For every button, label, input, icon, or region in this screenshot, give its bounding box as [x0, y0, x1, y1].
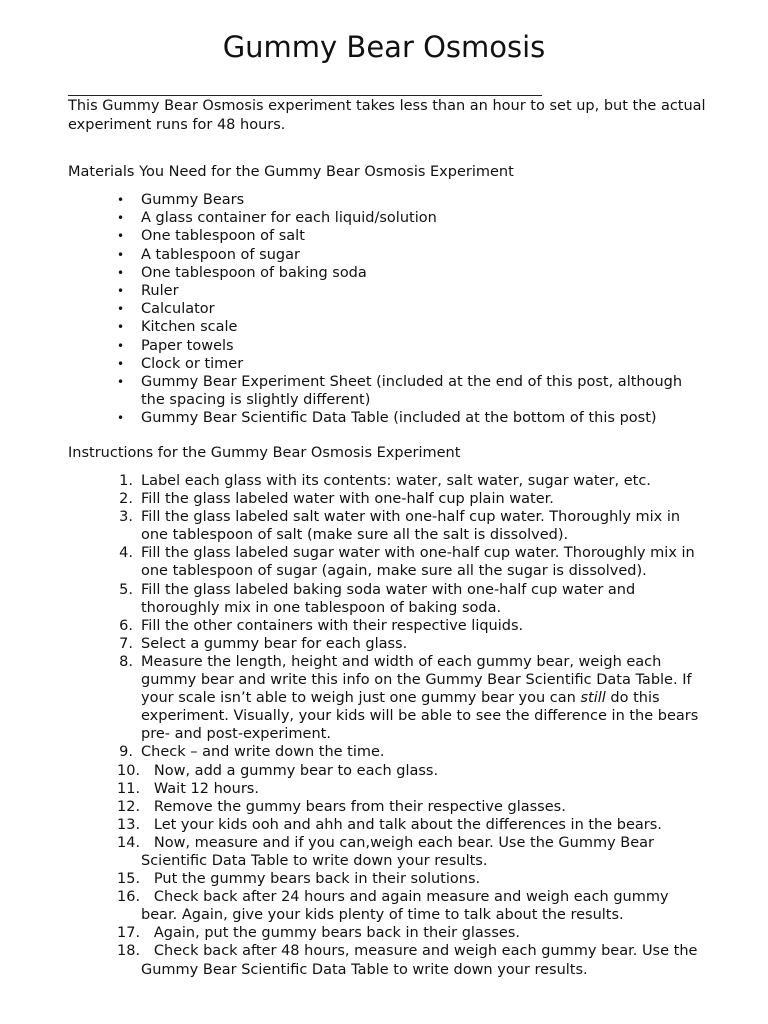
list-item — [0, 318, 700, 336]
step-text: Now, add a gummy bear to each glass. — [153, 762, 439, 779]
step-number: 15. — [117, 871, 141, 888]
step-number: 11. — [117, 780, 141, 797]
step-item — [0, 490, 700, 508]
step-number: 13. — [117, 816, 141, 833]
list-item — [0, 227, 700, 245]
list-item-text: A glass container for each liquid/solution — [141, 210, 437, 227]
step-text: Again, put the gummy bears back in their glasses. — [153, 925, 521, 942]
list-item — [0, 337, 700, 355]
step-text: Fill the glass labeled salt water with one-half cup water. Thoroughly mix in one tablespoon of salt (make sure all the salt is dissolved). — [141, 509, 681, 544]
step-text: Check back after 24 hours and again measure and weigh each gummy bear. Again, give your kids plenty of time to talk about the results. — [141, 889, 669, 924]
list-item-text: Paper towels — [141, 337, 234, 354]
step-text: Remove the gummy bears from their respective glasses. — [153, 798, 566, 815]
list-item-text: Gummy Bear Experiment Sheet (included at the end of this post, although the spacing is slightly different) — [141, 374, 683, 409]
list-item-text: Kitchen scale — [141, 319, 238, 336]
step-text: Fill the glass labeled water with one-half cup plain water. — [141, 491, 554, 508]
step-item — [0, 635, 700, 653]
step-text: Check back after 48 hours, measure and weigh each gummy bear. Use the Gummy Bear Scientific Data Table to write down your results. — [141, 943, 698, 978]
step-item — [0, 617, 700, 635]
bullet-icon: • — [117, 265, 125, 280]
step-item — [0, 743, 700, 761]
list-item — [0, 209, 700, 227]
list-item — [0, 373, 700, 409]
step-number: 3. — [119, 509, 133, 526]
step-text-part: Measure the length, height and width of each gummy bear, weigh each gummy bear and write this info on the Gummy Bear Scientific Data Table. If your scale isn’t able to weigh just one gummy bear you can — [141, 653, 692, 707]
step-number: 5. — [119, 581, 133, 598]
step-number: 14. — [117, 834, 141, 851]
step-text: Put the gummy bears back in their solutions. — [153, 871, 481, 888]
step-item — [0, 888, 700, 924]
list-item — [0, 409, 700, 427]
step-item — [0, 870, 700, 888]
step-number: 7. — [119, 635, 133, 652]
step-item — [0, 924, 700, 942]
step-item — [0, 508, 700, 544]
step-number: 2. — [119, 491, 133, 508]
step-item — [0, 544, 700, 580]
step-number: 16. — [117, 889, 141, 906]
step-text: Label each glass with its contents: water, salt water, sugar water, etc. — [141, 473, 651, 489]
step-item — [0, 816, 700, 834]
step-text: Let your kids ooh and ahh and talk about the differences in the bears. — [153, 816, 662, 833]
instructions-list — [0, 472, 700, 979]
step-text: Check – and write down the time. — [141, 744, 385, 761]
bullet-icon: • — [117, 284, 125, 299]
page-title: Gummy Bear Osmosis — [222, 30, 546, 64]
step-item — [0, 472, 700, 490]
bullet-icon: • — [117, 229, 125, 244]
list-item — [0, 264, 700, 282]
step-number: 9. — [119, 744, 133, 761]
step-number: 4. — [119, 545, 133, 562]
bullet-icon: • — [117, 411, 125, 426]
bullet-icon: • — [117, 247, 125, 262]
step-item — [0, 780, 700, 798]
step-number: 12. — [117, 798, 141, 815]
step-number: 1. — [119, 473, 133, 489]
list-item-text: Gummy Bears — [141, 192, 245, 208]
materials-list — [0, 191, 700, 428]
step-text: Select a gummy bear for each glass. — [141, 635, 408, 652]
step-text: Now, measure and if you can,weigh each bear. Use the Gummy Bear Scientific Data Table to write down your results. — [141, 834, 655, 869]
step-number: 18. — [117, 943, 141, 960]
list-item-text: One tablespoon of salt — [141, 228, 305, 245]
list-item-text: Gummy Bear Scientific Data Table (included at the bottom of this post) — [141, 410, 657, 427]
step-item — [0, 653, 700, 743]
list-item-text: Calculator — [141, 301, 215, 318]
bullet-icon: • — [117, 375, 125, 390]
bullet-icon: • — [117, 302, 125, 317]
bullet-icon: • — [117, 320, 125, 335]
step-number: 17. — [117, 925, 141, 942]
bullet-icon: • — [117, 356, 125, 371]
step-text-part: do this experiment. Visually, your kids will be able to see the difference in the bears pre- and post-experiment. — [141, 690, 699, 743]
list-item-text: Ruler — [141, 283, 179, 300]
step-text: Fill the glass labeled baking soda water with one-half cup water and thoroughly mix in one tablespoon of baking soda. — [141, 581, 636, 616]
list-item-text: One tablespoon of baking soda — [141, 264, 367, 281]
intro-paragraph: This Gummy Bear Osmosis experiment takes less than an hour to set up, but the actual experiment runs for 48 hours. — [68, 98, 706, 133]
list-item — [0, 246, 700, 264]
step-item — [0, 762, 700, 780]
step-item — [0, 798, 700, 816]
bullet-icon: • — [117, 338, 125, 353]
list-item — [0, 355, 700, 373]
materials-heading: Materials You Need for the Gummy Bear Osmosis Experiment — [68, 164, 514, 180]
step-number: 6. — [119, 617, 133, 634]
list-item-text: Clock or timer — [141, 355, 244, 372]
step-text: Wait 12 hours. — [153, 780, 259, 797]
step-number: 8. — [119, 653, 133, 670]
bullet-icon: • — [117, 193, 125, 207]
list-item-text: A tablespoon of sugar — [141, 246, 300, 263]
step-item — [0, 942, 700, 978]
list-item — [0, 191, 700, 209]
list-item — [0, 282, 700, 300]
title-underline — [68, 95, 542, 96]
step-text: Fill the glass labeled sugar water with one-half cup water. Thoroughly mix in one tablespoon of sugar (again, make sure all the sugar is dissolved). — [141, 545, 695, 580]
instructions-heading: Instructions for the Gummy Bear Osmosis Experiment — [68, 445, 461, 461]
step-text-emphasis: still — [580, 690, 606, 707]
step-item — [0, 834, 700, 870]
step-text: Fill the other containers with their respective liquids. — [141, 617, 524, 634]
list-item — [0, 300, 700, 318]
step-number: 10. — [117, 762, 141, 779]
step-item — [0, 581, 700, 617]
bullet-icon: • — [117, 211, 125, 226]
